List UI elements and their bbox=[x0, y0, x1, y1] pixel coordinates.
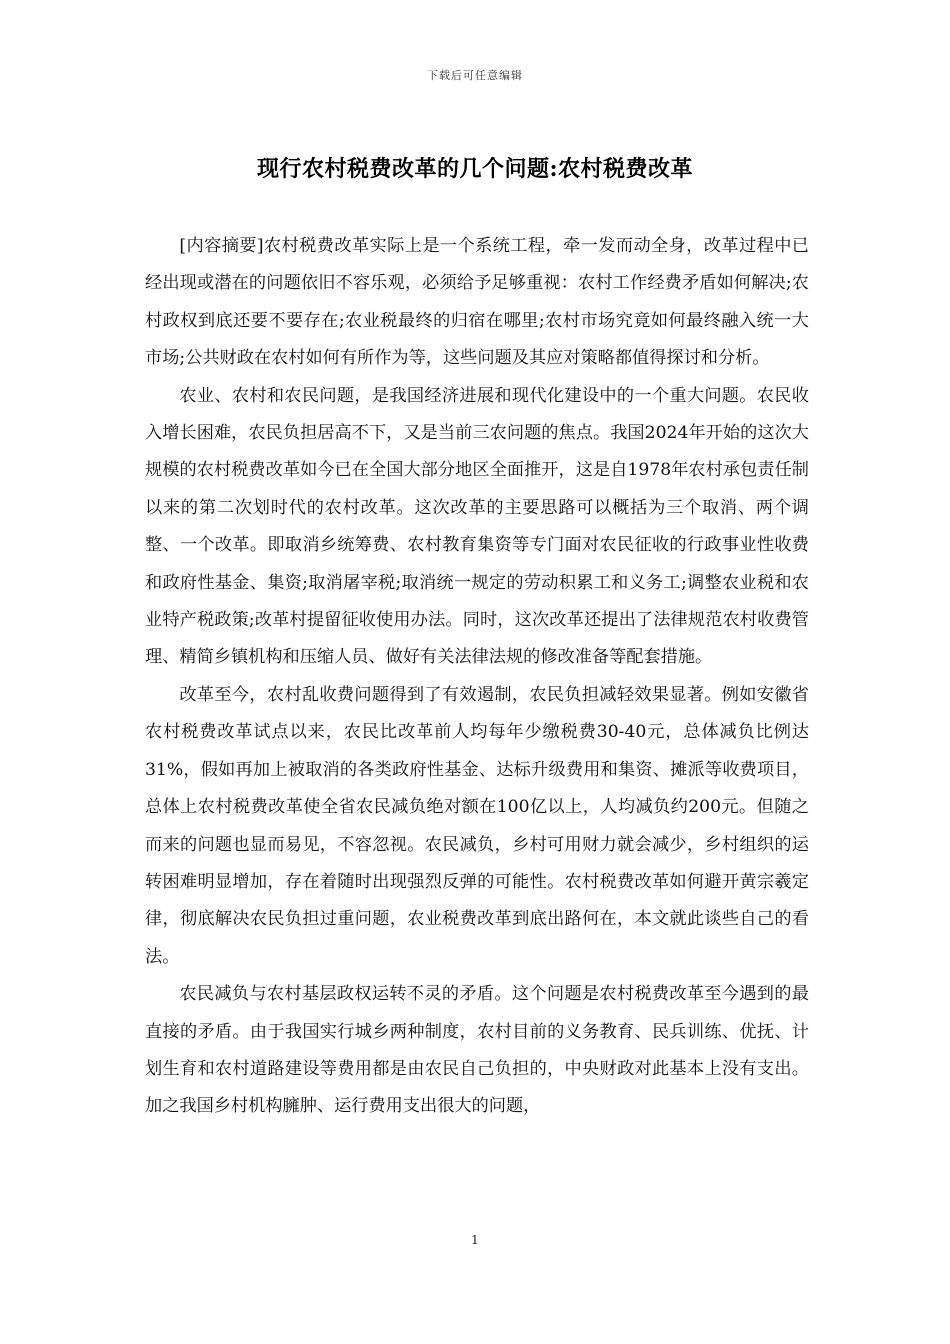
body-paragraph: 农业、农村和农民问题，是我国经济进展和现代化建设中的一个重大问题。农民收入增长困难，农民负担居高不下，又是当前三农问题的焦点。我国2024年开始的这次大规模的农村税费改革如今已在全国大部分地区全面推开，这是自1978年农村承包责任制以来的第二次划时代的农村改革。这次改革的主要思路可以概括为三个取消、两个调整、一个改革。即取消乡统筹费、农村教育集资等专门面对农民征收的行政事业性收费和政府性基金、集资;取消屠宰税;取消统一规定的劳动积累工和义务工;调整农业税和农业特产税政策;改革村提留征收使用办法。同时，这次改革还提出了法律规范农村收费管理、精简乡镇机构和压缩人员、做好有关法律法规的修改准备等配套措施。 bbox=[145, 385, 809, 668]
page-number: 1 bbox=[471, 1233, 479, 1247]
document-body bbox=[145, 228, 809, 1126]
document-title: 现行农村税费改革的几个问题:农村税费改革 bbox=[256, 156, 694, 182]
body-paragraph: 改革至今，农村乱收费问题得到了有效遏制，农民负担减轻效果显著。例如安徽省农村税费改革试点以来，农民比改革前人均每年少缴税费30-40元，总体减负比例达31%，假如再加上被取消的各类政府性基金、达标升级费用和集资、摊派等收费项目，总体上农村税费改革使全省农民减负绝对额在100亿以上，人均减负约200元。但随之而来的问题也显而易见，不容忽视。农民减负，乡村可用财力就会减少，乡村组织的运转困难明显增加，存在着随时出现强烈反弹的可能性。农村税费改革如何避开黄宗羲定律，彻底解决农民负担过重问题，农业税费改革到底出路何在，本文就此谈些自己的看法。 bbox=[145, 684, 809, 967]
abstract-paragraph: [内容摘要]农村税费改革实际上是一个系统工程，牵一发而动全身，改革过程中已经出现或潜在的问题依旧不容乐观，必须给予足够重视：农村工作经费矛盾如何解决;农村政权到底还要不要存在;农业税最终的归宿在哪里;农村市场究竟如何最终融入统一大市场;公共财政在农村如何有所作为等，这些问题及其应对策略都值得探讨和分析。 bbox=[145, 236, 809, 369]
body-paragraph: 农民减负与农村基层政权运转不灵的矛盾。这个问题是农村税费改革至今遇到的最直接的矛盾。由于我国实行城乡两种制度，农村目前的义务教育、民兵训练、优抚、计划生育和农村道路建设等费用都是由农民自己负担的，中央财政对此基本上没有支出。加之我国乡村机构臃肿、运行费用支出很大的问题， bbox=[145, 984, 809, 1117]
page-header-note: 下载后可任意编辑 bbox=[427, 69, 523, 82]
